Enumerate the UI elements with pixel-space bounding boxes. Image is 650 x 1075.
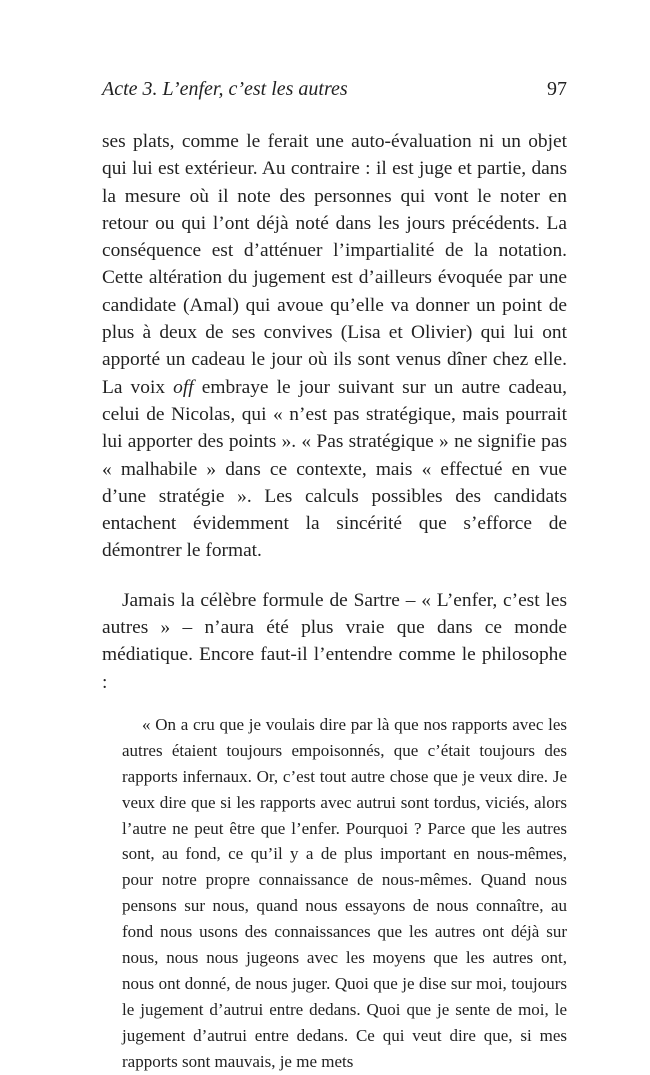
paragraph-1-text-end: embraye le jour suivant sur un autre cadeau, celui de Nicolas, qui « n’est pas stratégique, mais pourrait lui apporter des points ». « Pas stratégique » ne signifie pas « malhabile » dans ce contexte, mais « effectué en vue d’une stratégie ». Les calculs possibles des candidats entachent évidemment la sincérité que s’efforce de démontrer le format. xyxy=(102,376,568,562)
paragraph-1 xyxy=(102,128,567,565)
running-head xyxy=(102,76,567,102)
body-text xyxy=(102,128,567,1075)
page-number: 97 xyxy=(547,78,567,100)
sartre-quote: « On a cru que je voulais dire par là que nos rapports avec les autres étaient toujours empoisonnés, que c’était toujours des rapports infernaux. Or, c’est tout autre chose que je veux dire. Je veux dire que si les rapports avec autrui sont tordus, viciés, alors l’autre ne peut être que l’enfer. Pourquoi ? Parce que les autres sont, au fond, ce qu’il y a de plus important en nous-mêmes, pour notre propre connaissance de nous-mêmes. Quand nous pensons sur nous, quand nous essayons de nous connaître, au fond nous usons des connaissances que les autres ont déjà sur nous, nous nous jugeons avec les moyens que les autres ont, nous ont donné, de nous juger. Quoi que je dise sur moi, toujours le jugement d’autrui entre dedans. Quoi que je sente de moi, le jugement d’autrui entre dedans. Ce qui veut dire que, si mes rapports sont mauvais, je me mets xyxy=(122,714,567,1071)
running-title: Acte 3. L’enfer, c’est les autres xyxy=(102,78,348,100)
paragraph-1-text-start: ses plats, comme le ferait une auto-évaluation ni un objet qui lui est extérieur. Au contraire : il est juge et partie, dans la mesure où il note des personnes qui vont le noter en retour ou qui l’ont déjà noté dans les jours précédents. La conséquence est d’atténuer l’impartialité de la notation. Cette altération du jugement est d’ailleurs évoquée par une candidate (Amal) qui avoue qu’elle va donner un point de plus à deux de ses convives (Lisa et Olivier) qui lui ont apporté un cadeau le jour où ils sont venus dîner chez elle. La voix xyxy=(102,131,567,398)
paragraph-2: Jamais la célèbre formule de Sartre – « L’enfer, c’est les autres » – n’aura été plus vraie que dans ce monde médiatique. Encore faut-il l’entendre comme le philosophe : xyxy=(102,589,567,693)
italic-word-off: off xyxy=(173,376,194,398)
